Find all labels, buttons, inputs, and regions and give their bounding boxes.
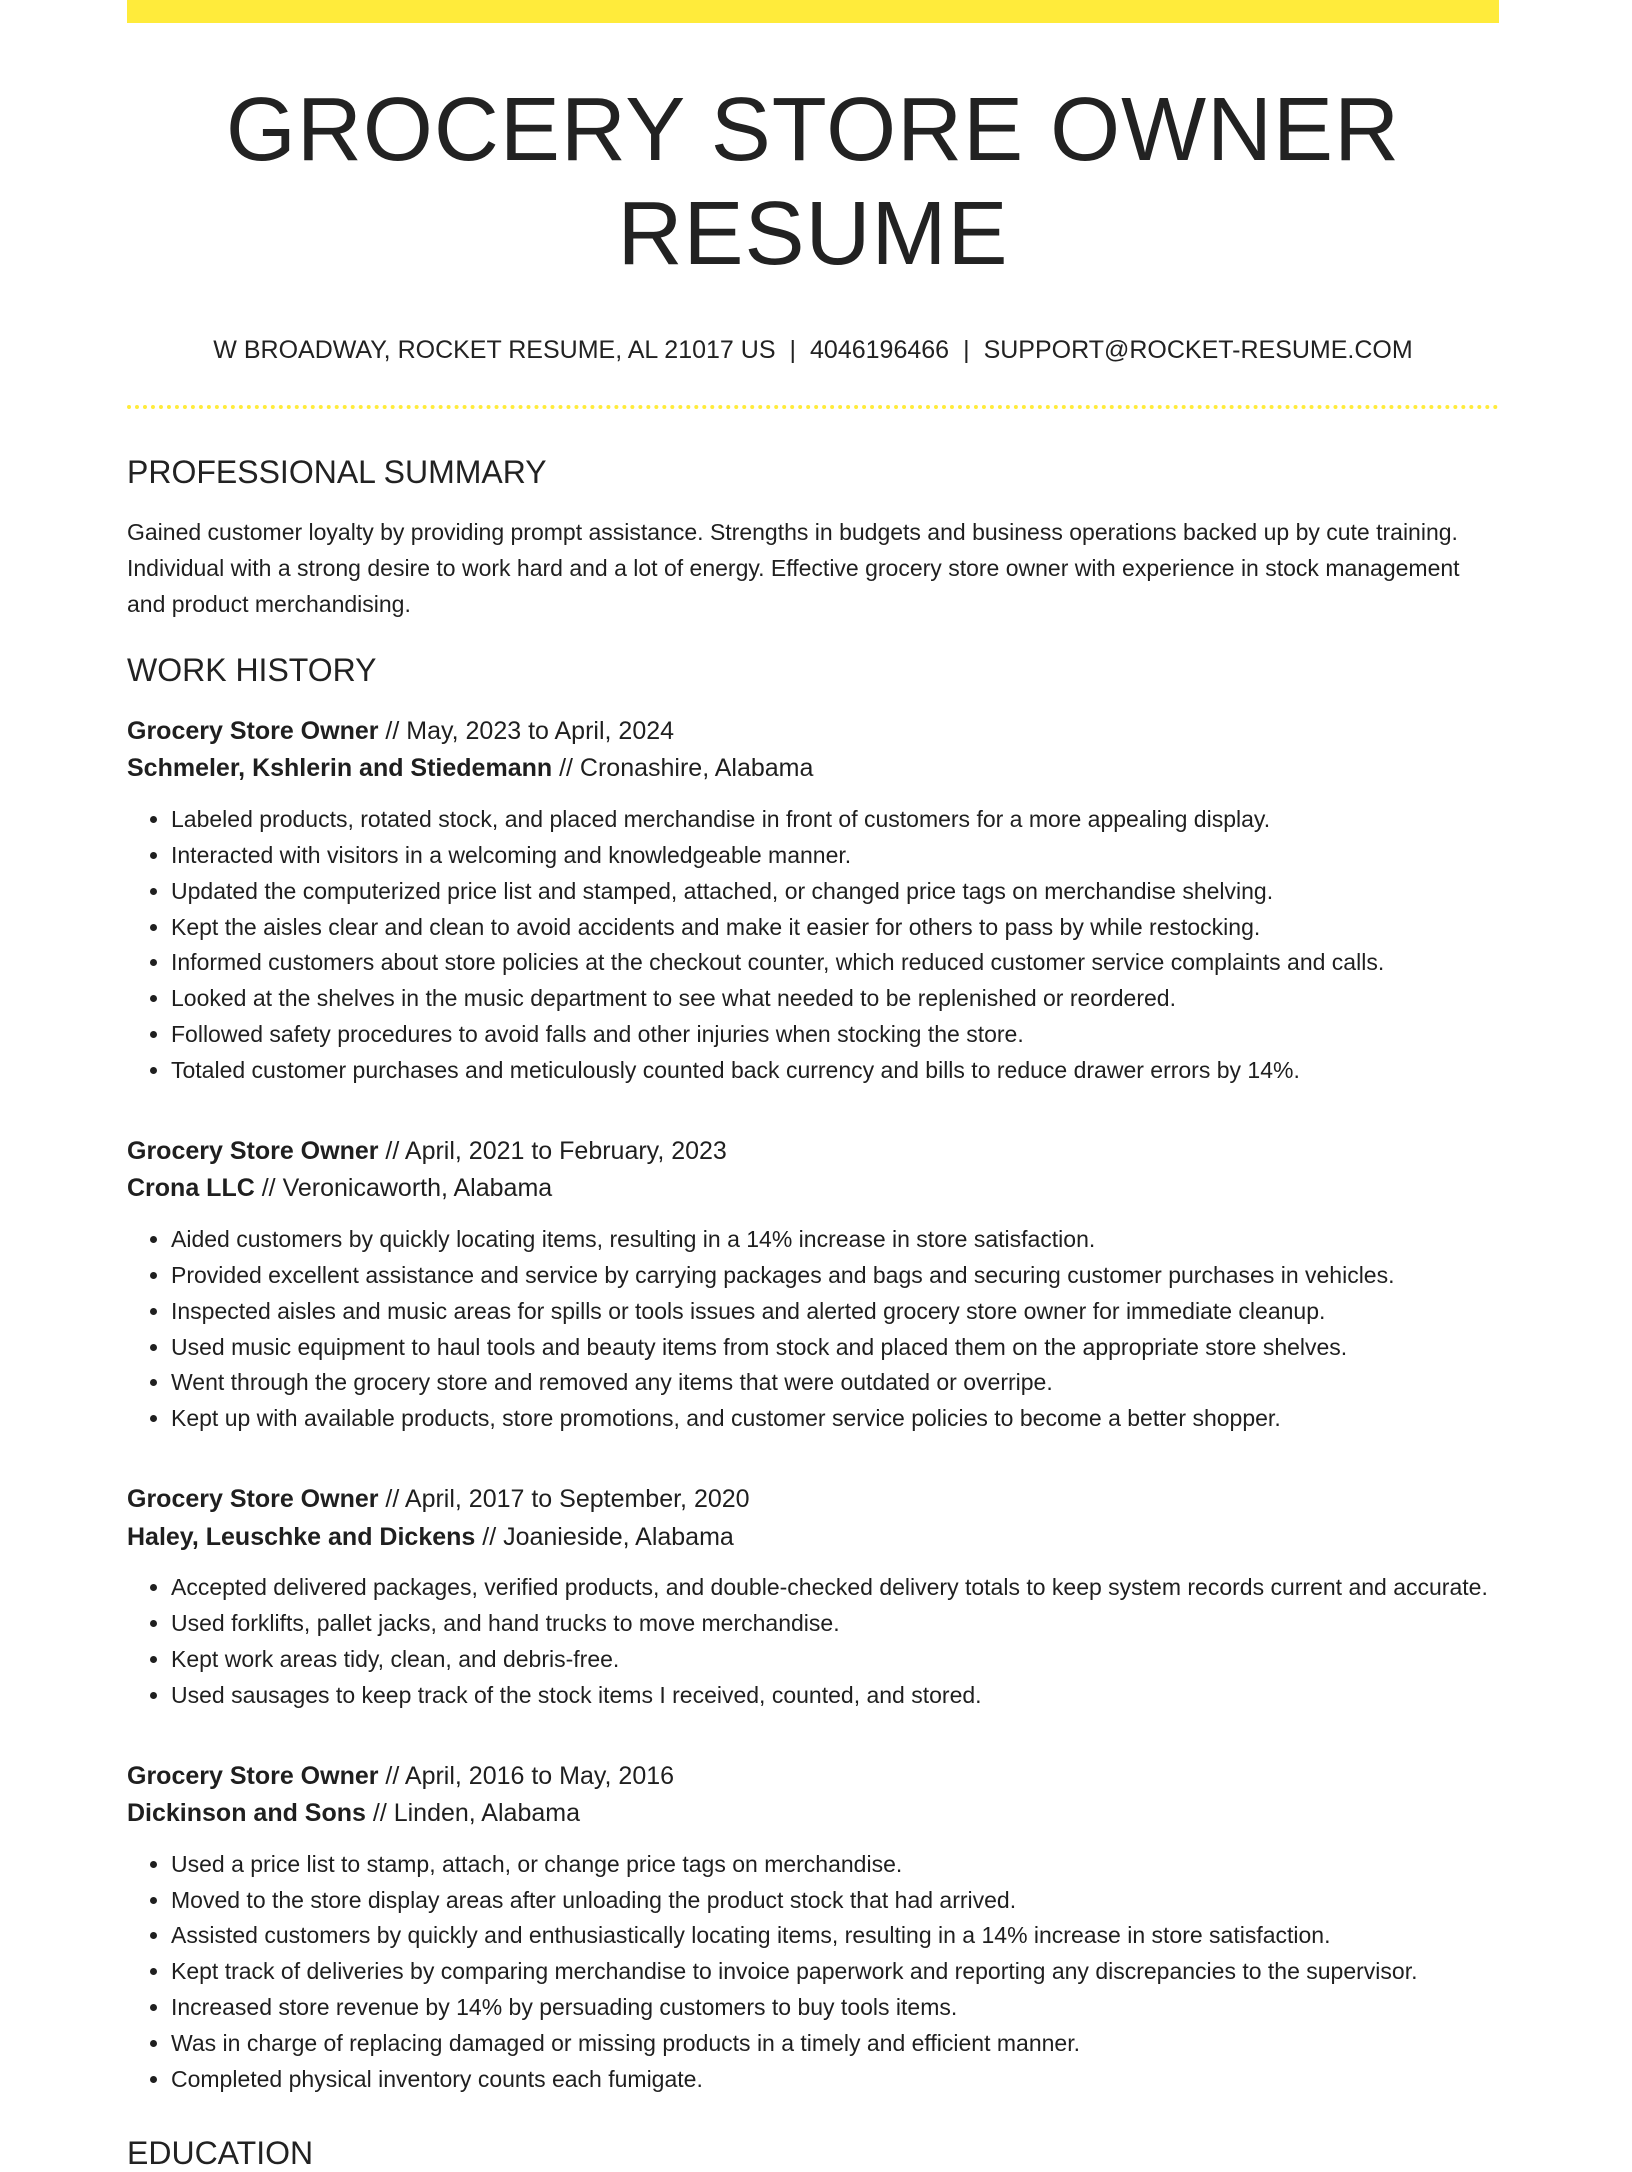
summary-text: Gained customer loyalty by providing prompt assistance. Strengths in budgets and business operations backed up by cute training. Individual with a strong desire to work hard and a lot of energy. Effective grocery store owner with experience in stock management and product merchandising. [127, 518, 1460, 617]
contact-phone: 4046196466 [810, 336, 950, 364]
job-bullet: • Moved to the store display areas after unloading the product stock that had arrived. [171, 1883, 1499, 1919]
job-bullet: • Accepted delivered packages, verified products, and double-checked delivery totals to keep system records current and accurate. [171, 1570, 1499, 1606]
job-title-line [127, 1133, 1499, 1171]
job-company-line [127, 1519, 1499, 1557]
job-bullet: • Was in charge of replacing damaged or missing products in a timely and efficient manner. [171, 2026, 1499, 2062]
job-bullet: • Completed physical inventory counts each fumigate. [171, 2062, 1499, 2098]
job-bullet: • Looked at the shelves in the music department to see what needed to be replenished or reordered. [171, 981, 1499, 1017]
job-dates: // April, 2017 to September, 2020 [378, 1485, 750, 1514]
job-title: Grocery Store Owner [127, 716, 379, 745]
dotted-divider [127, 405, 1499, 409]
job-bullet: • Followed safety procedures to avoid falls and other injuries when stocking the store. [171, 1017, 1499, 1053]
job-bullet: • Used sausages to keep track of the stock items I received, counted, and stored. [171, 1678, 1499, 1714]
job-bullet: • Kept work areas tidy, clean, and debris-free. [171, 1642, 1499, 1678]
job-bullets [127, 1570, 1499, 1714]
job-entry [127, 1133, 1499, 1437]
job-title-line [127, 1481, 1499, 1519]
work-history-heading: WORK HISTORY [127, 651, 377, 688]
job-bullet: • Went through the grocery store and removed any items that were outdated or overripe. [171, 1365, 1499, 1401]
job-bullet: • Kept up with available products, store promotions, and customer service policies to become a better shopper. [171, 1401, 1499, 1437]
page-title: GROCERY STORE OWNER RESUME [225, 80, 1401, 284]
contact-email: SUPPORT@ROCKET-RESUME.COM [983, 336, 1413, 364]
job-entry [127, 713, 1499, 1089]
job-bullets [127, 1847, 1499, 2098]
job-title-line [127, 1758, 1499, 1796]
contact-address: W BROADWAY, ROCKET RESUME, AL 21017 US [213, 336, 776, 364]
job-title-line [127, 713, 1499, 751]
resume-page [127, 0, 1499, 2172]
job-company-line [127, 1795, 1499, 1833]
job-list [127, 713, 1499, 2098]
job-company-line [127, 750, 1499, 788]
job-bullet: • Informed customers about store policies at the checkout counter, which reduced customer service complaints and calls. [171, 945, 1499, 981]
job-location: // Linden, Alabama [365, 1799, 580, 1828]
job-location: // Joanieside, Alabama [475, 1522, 734, 1551]
summary-heading: PROFESSIONAL SUMMARY [127, 453, 547, 490]
job-bullet: • Updated the computerized price list and stamped, attached, or changed price tags on merchandise shelving. [171, 874, 1499, 910]
job-bullet: • Used forklifts, pallet jacks, and hand trucks to move merchandise. [171, 1606, 1499, 1642]
job-title: Grocery Store Owner [127, 1136, 379, 1165]
job-dates: // April, 2021 to February, 2023 [378, 1136, 727, 1165]
job-bullet: • Aided customers by quickly locating items, resulting in a 14% increase in store satisfaction. [171, 1222, 1499, 1258]
contact-separator: | [963, 336, 970, 364]
job-company: Schmeler, Kshlerin and Stiedemann [127, 754, 553, 783]
job-bullet: • Assisted customers by quickly and enthusiastically locating items, resulting in a 14% increase in store satisfaction. [171, 1918, 1499, 1954]
job-entry [127, 1758, 1499, 2098]
job-entry [127, 1481, 1499, 1714]
job-bullet: • Labeled products, rotated stock, and placed merchandise in front of customers for a more appealing display. [171, 802, 1499, 838]
education-heading: EDUCATION [127, 2134, 314, 2171]
job-bullet: • Inspected aisles and music areas for spills or tools issues and alerted grocery store owner for immediate cleanup. [171, 1294, 1499, 1330]
job-bullets [127, 802, 1499, 1089]
job-location: // Veronicaworth, Alabama [254, 1174, 553, 1203]
job-dates: // May, 2023 to April, 2024 [378, 716, 675, 745]
contact-separator: | [789, 336, 797, 364]
accent-top-bar [127, 0, 1499, 23]
contact-line [127, 334, 1499, 367]
job-title: Grocery Store Owner [127, 1485, 379, 1514]
job-bullet: • Used a price list to stamp, attach, or change price tags on merchandise. [171, 1847, 1499, 1883]
job-bullet: • Kept track of deliveries by comparing merchandise to invoice paperwork and reporting any discrepancies to the supervisor. [171, 1954, 1499, 1990]
job-company: Crona LLC [127, 1174, 255, 1203]
job-company: Haley, Leuschke and Dickens [127, 1522, 476, 1551]
job-company-line [127, 1170, 1499, 1208]
job-bullet: • Kept the aisles clear and clean to avoid accidents and make it easier for others to pass by while restocking. [171, 910, 1499, 946]
job-dates: // April, 2016 to May, 2016 [378, 1761, 675, 1790]
job-location: // Cronashire, Alabama [552, 754, 814, 783]
job-bullet: • Provided excellent assistance and service by carrying packages and bags and securing customer purchases in vehicles. [171, 1258, 1499, 1294]
job-company: Dickinson and Sons [127, 1799, 366, 1828]
job-bullet: • Increased store revenue by 14% by persuading customers to buy tools items. [171, 1990, 1499, 2026]
job-bullet: • Used music equipment to haul tools and beauty items from stock and placed them on the appropriate store shelves. [171, 1330, 1499, 1366]
job-bullet: • Interacted with visitors in a welcoming and knowledgeable manner. [171, 838, 1499, 874]
job-bullet: • Totaled customer purchases and meticulously counted back currency and bills to reduce drawer errors by 14%. [171, 1053, 1499, 1089]
job-title: Grocery Store Owner [127, 1761, 379, 1790]
job-bullets [127, 1222, 1499, 1437]
